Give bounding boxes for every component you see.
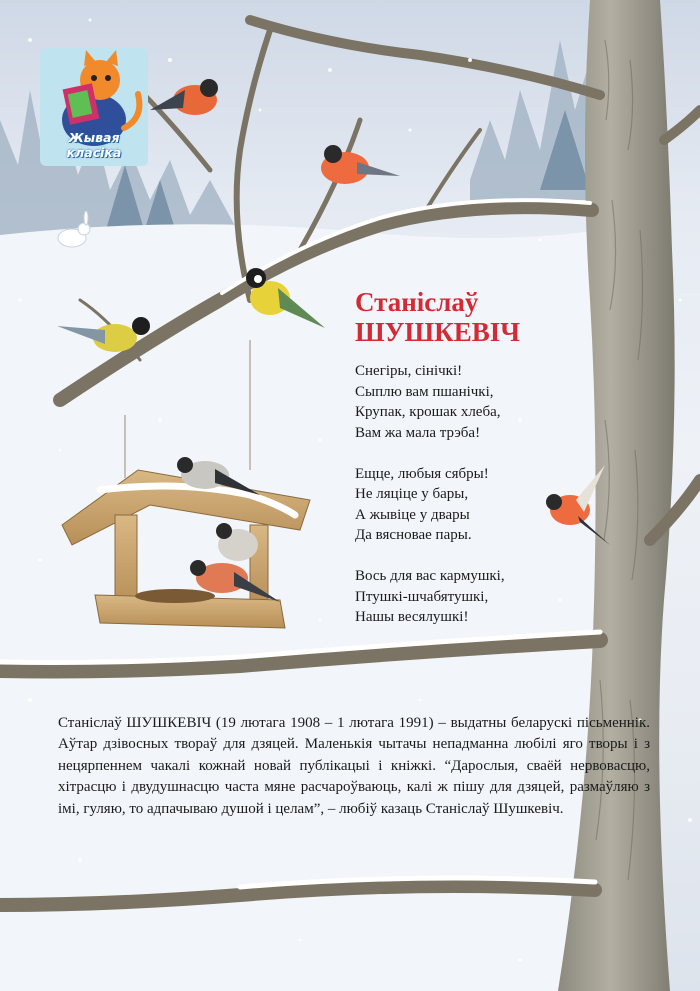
bullfinch-icon — [321, 145, 400, 184]
author-biography: Станіслаў ШУШКЕВІЧ (19 лютага 1908 – 1 лютага 1991) – выдатны беларускі пісьменнік. Аўтар дзівосных твораў для дзяцей. Маленькія чытачы непадманна любілі яго творы і з нецярпеннем чакалі кожнай новай публікацыі і кніжкі. “Дарослыя, сваёй нервовасцю, хітрасцю і двудушнасцю часта мяне расчароўваюць, калі ж пішу для дзяцей, размаўляю з імі, гуляю, то адпачываю душой і целам”, – любіў казаць Станіслаў Шушкевіч. — [58, 715, 650, 817]
poem-stanza — [355, 464, 595, 546]
poem-line: Нашы весялушкі! — [355, 609, 469, 625]
poem-stanza — [355, 566, 595, 628]
author-last-name: ШУШКЕВІЧ — [355, 317, 521, 347]
poem-line: Вось для вас кармушкі, — [355, 568, 505, 584]
poem-stanza — [355, 361, 595, 443]
poem-line: Крупак, крошак хлеба, — [355, 404, 501, 420]
poem-line: Сыплю вам пшанічкі, — [355, 383, 494, 400]
poem-line: Да вясновае пары. — [355, 527, 472, 543]
poem-line: Ещце, любыя сябры! — [355, 465, 489, 482]
poem-text — [355, 361, 595, 628]
poem-line: Птушкі-шчабятушкі, — [355, 588, 489, 605]
poem-block — [355, 287, 595, 648]
poem-line: Снегіры, сінічкі! — [355, 363, 463, 379]
series-badge — [40, 48, 148, 166]
poem-line: А жывіце у двары — [355, 506, 470, 523]
series-badge-label: Жывая класіка — [66, 130, 122, 160]
author-name — [355, 287, 595, 347]
author-first-name: Станіслаў — [355, 287, 479, 317]
poem-line: Вам жа мала трэба! — [355, 424, 481, 441]
poem-line: Не ляціце у бары, — [355, 486, 469, 502]
